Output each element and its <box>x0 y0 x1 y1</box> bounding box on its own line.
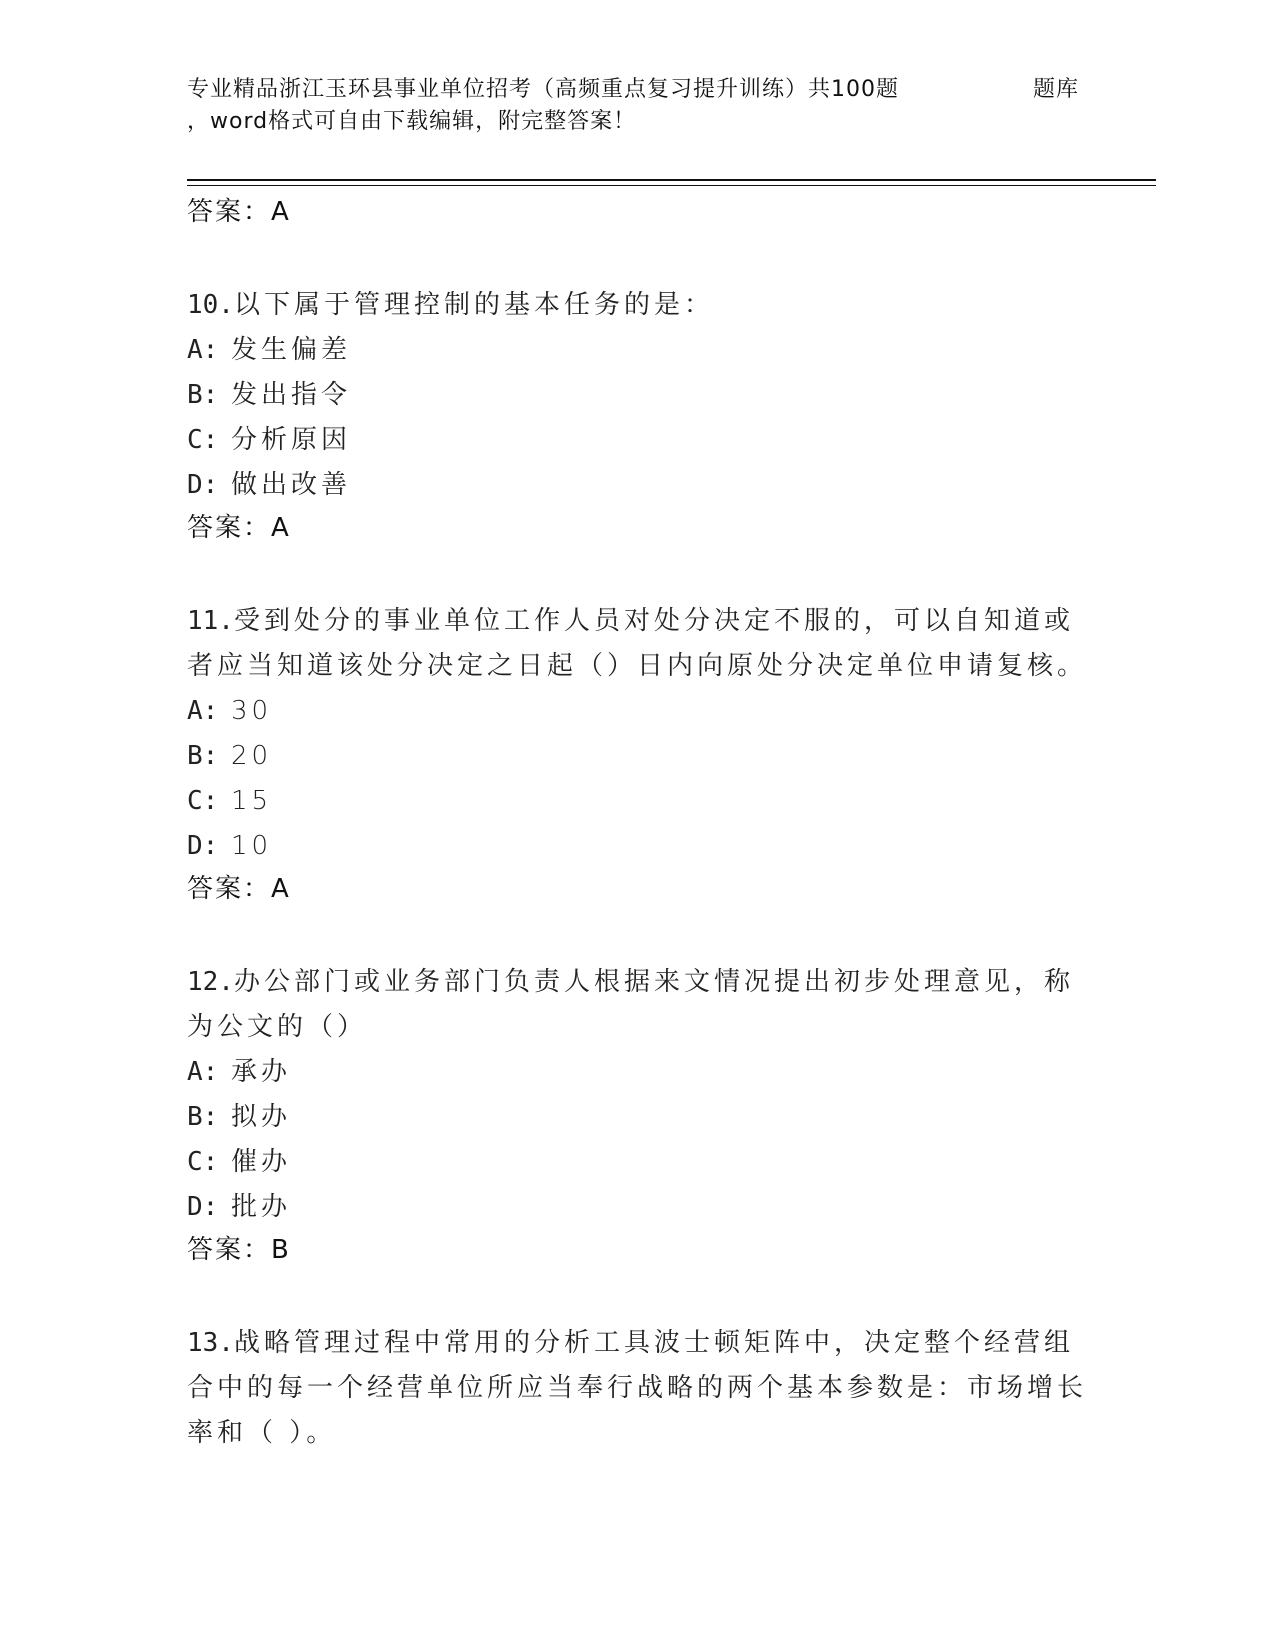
question-text: 办公部门或业务部门负责人根据来文情况提出初步处理意见，称为公文的（） <box>187 967 1074 1042</box>
question-stem <box>187 960 1087 1050</box>
header-line-2: ，word格式可自由下载编辑，附完整答案！ <box>187 109 637 134</box>
option-d <box>187 463 1087 508</box>
option-key: C: <box>187 425 219 455</box>
option-key: D: <box>187 470 219 500</box>
question-text: 战略管理过程中常用的分析工具波士顿矩阵中，决定整个经营组合中的每一个经营单位所应当奉行战略的两个基本参数是：市场增长率和（ ）。 <box>187 1328 1088 1448</box>
option-b <box>187 373 1087 418</box>
option-a <box>187 328 1087 373</box>
question-number: 13. <box>187 1328 234 1358</box>
header-line-1 <box>187 74 1087 106</box>
option-text: 发生偏差 <box>231 335 352 365</box>
question-item <box>187 960 1087 1270</box>
header-divider-thin <box>187 185 1156 186</box>
answer-line: 答案：B <box>187 1235 291 1265</box>
option-key: C: <box>187 786 219 816</box>
question-stem <box>187 283 1087 328</box>
header-tag: 题库 <box>1033 77 1080 102</box>
option-key: B: <box>187 741 219 771</box>
option-key: B: <box>187 1102 219 1132</box>
option-key: B: <box>187 380 219 410</box>
option-text: 批办 <box>231 1192 292 1222</box>
option-key: A: <box>187 696 219 726</box>
page-header <box>187 74 1087 138</box>
answer-line: 答案：A <box>187 874 291 904</box>
spacer <box>187 232 1087 283</box>
spacer <box>187 1270 1087 1321</box>
option-b <box>187 1095 1087 1140</box>
option-text: 10 <box>231 831 273 861</box>
option-a <box>187 689 1087 734</box>
option-key: D: <box>187 831 219 861</box>
option-text: 20 <box>231 741 273 771</box>
option-c <box>187 418 1087 463</box>
option-text: 分析原因 <box>231 425 352 455</box>
option-text: 做出改善 <box>231 470 352 500</box>
answer-line: 答案：A <box>187 513 291 543</box>
option-d <box>187 1185 1087 1230</box>
question-number: 11. <box>187 606 234 636</box>
question-item <box>187 1321 1087 1456</box>
option-text: 拟办 <box>231 1102 292 1132</box>
option-d <box>187 824 1087 869</box>
option-key: A: <box>187 335 219 365</box>
question-text: 以下属于管理控制的基本任务的是： <box>233 290 714 320</box>
spacer <box>187 548 1087 599</box>
question-text: 受到处分的事业单位工作人员对处分决定不服的，可以自知道或者应当知道该处分决定之日起（）日内向原处分决定单位申请复核。 <box>187 606 1088 681</box>
question-number: 10. <box>187 290 234 320</box>
option-c <box>187 779 1087 824</box>
question-stem <box>187 1321 1087 1456</box>
option-text: 15 <box>231 786 273 816</box>
question-stem <box>187 599 1087 689</box>
option-key: A: <box>187 1057 219 1087</box>
question-number: 12. <box>187 967 234 997</box>
option-key: C: <box>187 1147 219 1177</box>
option-b <box>187 734 1087 779</box>
option-key: D: <box>187 1192 219 1222</box>
header-divider-thick <box>187 179 1156 181</box>
option-c <box>187 1140 1087 1185</box>
option-text: 承办 <box>231 1057 292 1087</box>
question-list <box>187 192 1087 1456</box>
spacer <box>187 909 1087 960</box>
question-item <box>187 283 1087 548</box>
option-text: 催办 <box>231 1147 292 1177</box>
option-text: 发出指令 <box>231 380 352 410</box>
option-a <box>187 1050 1087 1095</box>
question-item <box>187 599 1087 909</box>
answer-line: 答案：A <box>187 197 291 227</box>
document-title: 专业精品浙江玉环县事业单位招考（高频重点复习提升训练）共100题 <box>187 77 899 102</box>
option-text: 30 <box>231 696 273 726</box>
